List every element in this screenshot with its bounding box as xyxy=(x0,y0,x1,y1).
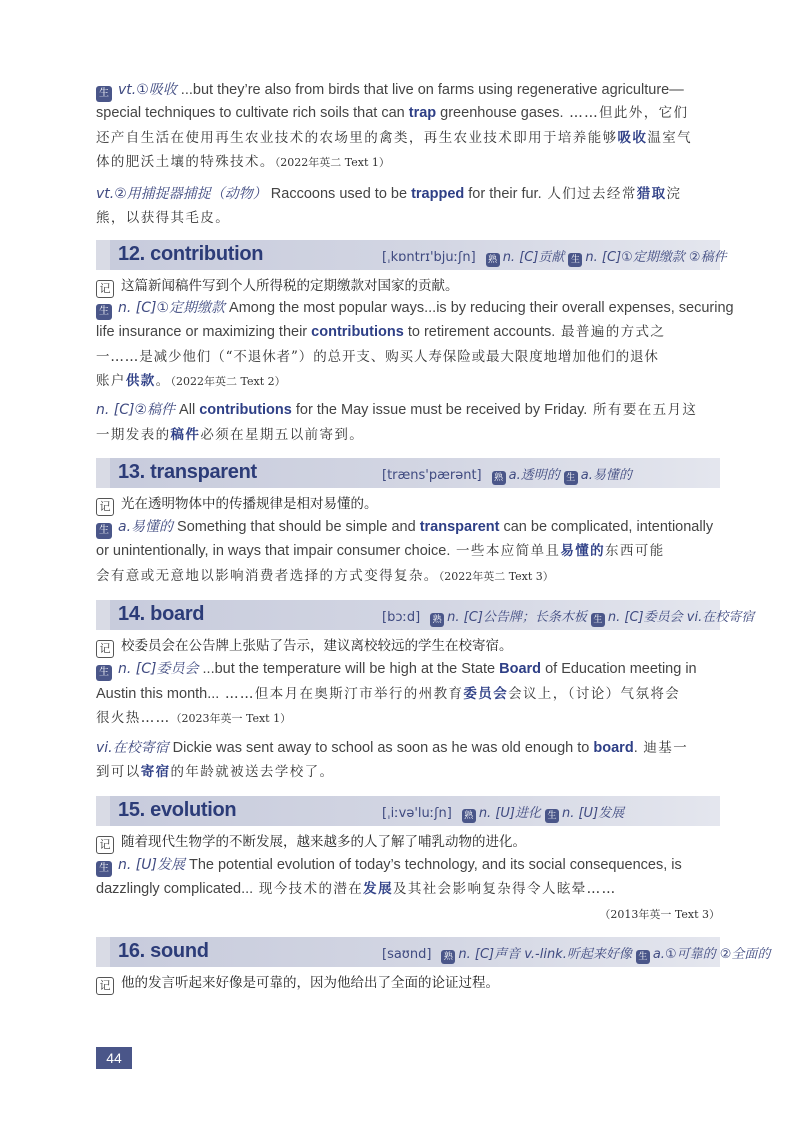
shu-badge-icon: 熟 xyxy=(462,809,476,823)
e13-def1-line3 xyxy=(96,566,728,587)
example-en: or unintentionally, in ways that impair consumer choice. xyxy=(96,543,451,559)
shu-badge-icon: 熟 xyxy=(441,950,455,964)
memo-text: 校委员会在公告牌上张贴了告示，建议离校较远的学生在校寄宿。 xyxy=(121,638,513,654)
phonetic: [træns'pærənt] xyxy=(382,468,482,483)
translation-cn: 到可以 xyxy=(96,764,141,780)
entry-meanings xyxy=(382,464,632,485)
example-en: The potential evolution of today’s technology, and its social consequences, is xyxy=(184,857,682,873)
example-en: Among the most popular ways...is by reducing their overall expenses, securing xyxy=(225,300,734,316)
e14-def2-line1 xyxy=(96,738,728,758)
keyword: Board xyxy=(499,661,542,677)
example-en: can be complicated, intentionally xyxy=(499,519,714,535)
e14-def1-line3 xyxy=(96,708,728,729)
source-citation: （2022年英二 Text 3） xyxy=(438,570,554,583)
entry-word: 16. sound xyxy=(118,940,209,962)
entry-meanings xyxy=(382,802,624,823)
sense-label: n. [U]发展 xyxy=(118,857,185,873)
shu-badge-icon: 熟 xyxy=(430,613,444,627)
keyword-cn: 寄宿 xyxy=(140,764,171,780)
new-meaning: n. [U]发展 xyxy=(561,806,625,821)
entry-word: 13. transparent xyxy=(118,461,257,483)
e15-source-line xyxy=(96,904,720,925)
memo-icon: 记 xyxy=(96,977,114,995)
example-en: special techniques to cultivate rich soils that can xyxy=(96,105,409,121)
keyword: trapped xyxy=(411,186,465,202)
sense-label: vi.在校寄宿 xyxy=(96,740,169,756)
source-citation: （2022年英二 Text 2） xyxy=(170,375,286,388)
memo-icon: 记 xyxy=(96,836,114,854)
example-en: Austin this month... xyxy=(96,686,220,702)
memo-line xyxy=(96,636,728,658)
example-en: Raccoons used to be xyxy=(266,186,412,202)
e12-def2-line1 xyxy=(96,400,728,420)
keyword: contributions xyxy=(199,402,292,418)
memo-line xyxy=(96,494,728,516)
familiar-meaning: n. [U]进化 xyxy=(478,806,541,821)
translation-cn: 。 xyxy=(155,373,171,389)
familiar-meaning: n. [C]声音 v.-link.听起来好像 xyxy=(458,947,632,962)
sense-label: n. [C]①定期缴款 xyxy=(118,300,226,316)
example-en: life insurance or maximizing their xyxy=(96,324,312,340)
sheng-badge-icon: 生 xyxy=(96,86,112,102)
memo-text: 随着现代生物学的不断发展，越来越多的人了解了哺乳动物的进化。 xyxy=(121,834,526,850)
trap-def1-line1 xyxy=(96,80,728,102)
keyword-cn: 吸收 xyxy=(617,130,648,146)
new-meaning: n. [C]①定期缴款 ②稿件 xyxy=(585,250,727,265)
keyword: board xyxy=(593,740,634,756)
keyword-cn: 易懂的 xyxy=(560,543,606,559)
memo-icon: 记 xyxy=(96,640,114,658)
memo-line xyxy=(96,276,728,298)
sense-label: a.易懂的 xyxy=(118,519,174,535)
translation-cn: 温室气 xyxy=(647,130,693,146)
keyword: transparent xyxy=(419,519,500,535)
e12-def2-line2 xyxy=(96,425,728,445)
sheng-badge-icon: 生 xyxy=(96,523,112,539)
keyword: trap xyxy=(408,105,437,121)
example-en: dazzlingly complicated... xyxy=(96,881,254,897)
e12-def1-line2 xyxy=(96,322,728,342)
example-en: All xyxy=(175,402,200,418)
e12-def1-line3 xyxy=(96,347,728,367)
sheng-badge-icon: 生 xyxy=(568,253,582,267)
translation-cn: 一……是减少他们（“不退休者”）的总开支、购买人寿保险或最大限度地增加他们的退休 xyxy=(96,349,659,365)
translation-cn: 很火热…… xyxy=(96,710,171,726)
example-en: for the May issue must be received by Friday. xyxy=(291,402,588,418)
memo-text: 光在透明物体中的传播规律是相对易懂的。 xyxy=(121,496,378,512)
trap-def2-line2 xyxy=(96,208,728,228)
example-en: ...but the temperature will be high at the State xyxy=(198,661,500,677)
entry-word: 12. contribution xyxy=(118,243,264,265)
trap-def1-line3 xyxy=(96,128,728,148)
example-en: to retirement accounts. xyxy=(403,324,556,340)
translation-cn: 浣 xyxy=(666,186,682,202)
header-bar xyxy=(96,240,110,270)
memo-line xyxy=(96,973,728,995)
trap-def2-label: vt.②用捕捉器捕捉（动物） xyxy=(96,186,267,202)
memo-text: 他的发言听起来好像是可靠的，因为他给出了全面的论证过程。 xyxy=(121,975,499,991)
sheng-badge-icon: 生 xyxy=(96,304,112,320)
translation-cn: 体的肥沃土壤的特殊技术。 xyxy=(96,154,275,170)
keyword-cn: 猎取 xyxy=(636,186,667,202)
header-bar xyxy=(96,458,110,488)
page-number: 44 xyxy=(96,1047,132,1069)
sense-label: n. [C]②稿件 xyxy=(96,402,176,418)
translation-cn: 必须在星期五以前寄到。 xyxy=(200,427,365,443)
entry-header-sound xyxy=(96,937,771,967)
e14-def1-line2 xyxy=(96,684,728,704)
entry-header-evolution xyxy=(96,796,720,826)
translation-cn: 所有要在五月这 xyxy=(587,402,698,418)
source-citation: （2023年英一 Text 1） xyxy=(170,712,292,725)
entry-header-transparent xyxy=(96,458,720,488)
keyword-cn: 供款 xyxy=(125,373,156,389)
entry-header-contribution xyxy=(96,240,727,270)
e12-def1-line4 xyxy=(96,371,728,392)
keyword: contributions xyxy=(311,324,404,340)
trap-def1-line4 xyxy=(96,152,728,173)
example-en: Dickie was sent away to school as soon as he was old enough to xyxy=(168,740,594,756)
example-en: Something that should be simple and xyxy=(173,519,420,535)
example-en: ...but they’re also from birds that live on farms using regenerative agriculture— xyxy=(176,82,684,98)
e13-def1-line1 xyxy=(96,517,728,539)
keyword-cn: 发展 xyxy=(363,881,393,897)
e15-def1-line1 xyxy=(96,855,728,877)
familiar-meaning: n. [C]贡献 xyxy=(502,250,565,265)
e15-def1-line2 xyxy=(96,879,728,899)
translation-cn: 会有意或无意地以影响消费者选择的方式变得复杂。 xyxy=(96,568,439,584)
translation-cn: ……但本月在奥斯汀市举行的州教育 xyxy=(219,686,464,702)
new-meaning: n. [C]委员会 vi.在校寄宿 xyxy=(607,610,755,625)
header-bar xyxy=(96,796,110,826)
translation-cn: 人们过去经常 xyxy=(541,186,637,202)
e14-def2-line2 xyxy=(96,762,728,782)
example-en: greenhouse gases. xyxy=(436,105,564,121)
example-en: of Education meeting in xyxy=(541,661,697,677)
trap-def1-label: vt.①吸收 xyxy=(118,82,177,98)
sheng-badge-icon: 生 xyxy=(636,950,650,964)
translation-cn: 一期发表的 xyxy=(96,427,171,443)
translation-cn: ……但此外，它们 xyxy=(563,105,689,121)
sense-label: n. [C]委员会 xyxy=(118,661,199,677)
header-bar xyxy=(96,600,110,630)
familiar-meaning: a.透明的 xyxy=(508,468,560,483)
familiar-meaning: n. [C]公告牌；长条木板 xyxy=(447,610,587,625)
sheng-badge-icon: 生 xyxy=(96,665,112,681)
entry-meanings xyxy=(382,943,770,964)
sheng-badge-icon: 生 xyxy=(564,471,578,485)
e13-def1-line2 xyxy=(96,541,728,561)
phonetic: [bɔːd] xyxy=(382,610,421,625)
memo-text: 这篇新闻稿件写到个人所得税的定期缴款对国家的贡献。 xyxy=(121,278,459,294)
translation-cn: 迪基一 xyxy=(637,740,689,756)
memo-icon: 记 xyxy=(96,280,114,298)
shu-badge-icon: 熟 xyxy=(486,253,500,267)
translation-cn: 账户 xyxy=(96,373,126,389)
example-en: . xyxy=(633,740,638,756)
phonetic: [saʊnd] xyxy=(382,947,432,962)
header-bar xyxy=(96,937,110,967)
translation-cn: 现今技术的潜在 xyxy=(253,881,364,897)
entry-meanings xyxy=(382,246,727,267)
entry-word: 15. evolution xyxy=(118,799,237,821)
example-en: for their fur. xyxy=(464,186,542,202)
shu-badge-icon: 熟 xyxy=(492,471,506,485)
phonetic: [ˌkɒntrɪ'bjuːʃn] xyxy=(382,250,476,265)
translation-cn: 会议上，（讨论）气氛将会 xyxy=(508,686,681,702)
sheng-badge-icon: 生 xyxy=(96,861,112,877)
source-citation: （2022年英二 Text 1） xyxy=(274,156,390,169)
trap-def1-line2 xyxy=(96,103,728,123)
entry-word: 14. board xyxy=(118,603,205,625)
translation-cn: 一些本应简单且 xyxy=(450,543,561,559)
trap-def2-line1 xyxy=(96,184,728,204)
keyword-cn: 稿件 xyxy=(170,427,201,443)
translation-cn: 的年龄就被送去学校了。 xyxy=(170,764,335,780)
translation-cn: 最普遍的方式之 xyxy=(555,324,666,340)
e12-def1-line1 xyxy=(96,298,734,320)
keyword-cn: 委员会 xyxy=(463,686,509,702)
translation-cn: 还产自生活在使用再生农业技术的农场里的禽类，再生农业技术即用于培养能够 xyxy=(96,130,618,146)
e14-def1-line1 xyxy=(96,659,728,681)
sheng-badge-icon: 生 xyxy=(591,613,605,627)
translation-cn: 熊，以获得其毛皮。 xyxy=(96,210,231,226)
memo-line xyxy=(96,832,728,854)
memo-icon: 记 xyxy=(96,498,114,516)
entry-meanings xyxy=(382,606,754,627)
new-meaning: a.易懂的 xyxy=(580,468,632,483)
entry-header-board xyxy=(96,600,755,630)
source-citation: （2013年英一 Text 3） xyxy=(599,908,720,921)
phonetic: [ˌiːvə'luːʃn] xyxy=(382,806,452,821)
translation-cn: 东西可能 xyxy=(605,543,665,559)
sheng-badge-icon: 生 xyxy=(545,809,559,823)
translation-cn: 及其社会影响复杂得令人眩晕…… xyxy=(392,881,617,897)
new-meaning: a.①可靠的 ②全面的 xyxy=(652,947,771,962)
